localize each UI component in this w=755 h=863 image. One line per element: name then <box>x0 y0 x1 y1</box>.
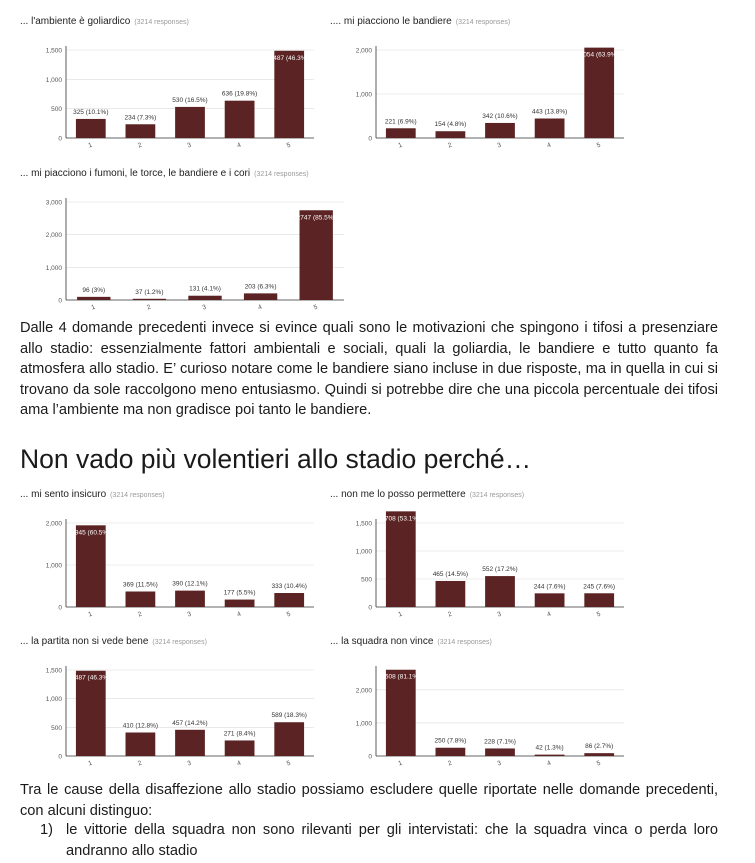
x-tick-label: 3 <box>201 303 208 312</box>
y-tick-label: 2,000 <box>355 47 372 55</box>
bar <box>175 591 205 607</box>
x-tick-label: 1 <box>87 759 94 768</box>
bar <box>300 210 333 300</box>
y-tick-label: 0 <box>368 135 372 143</box>
data-label: 221 (6.9%) <box>384 118 417 126</box>
paragraph-disaffezione: Tra le cause della disaffezione allo stadio possiamo escludere quelle riportate nelle domande precedenti, con alcuni distinguo: <box>20 782 718 819</box>
bar <box>436 581 466 607</box>
y-tick-label: 1,500 <box>45 667 62 675</box>
data-label: 228 (7.1%) <box>484 738 516 746</box>
x-tick-label: 1 <box>90 303 97 312</box>
x-tick-label: 2 <box>446 759 453 768</box>
x-tick-label: 2 <box>136 610 143 619</box>
y-tick-label: 1,500 <box>355 520 372 528</box>
x-tick-label: 2 <box>446 610 453 619</box>
chart-title: ... mi piacciono i fumoni, le torce, le bandiere e i cori <box>20 168 251 179</box>
bar <box>126 124 156 138</box>
data-label: 530 (16.5%) <box>172 96 208 104</box>
chart-responses: (3214 responses) <box>469 492 525 499</box>
bar-chart <box>20 511 320 621</box>
y-tick-label: 0 <box>368 604 372 612</box>
chart-insicuro <box>20 489 320 621</box>
bar-chart <box>20 658 320 770</box>
bar <box>485 576 515 607</box>
y-tick-label: 0 <box>58 135 62 143</box>
data-label: 96 (3%) <box>82 286 106 294</box>
x-tick-label: 3 <box>496 759 503 768</box>
chart-responses: (3214 responses) <box>437 639 492 646</box>
y-tick-label: 2,000 <box>45 520 62 528</box>
y-tick-label: 1,000 <box>355 548 372 556</box>
x-tick-label: 4 <box>546 610 552 619</box>
data-label: 333 (10.4%) <box>271 583 307 591</box>
bar <box>175 730 205 756</box>
data-label: 1487 (46.3%) <box>71 674 111 682</box>
x-tick-label: 2 <box>446 141 453 150</box>
x-tick-label: 1 <box>87 141 94 150</box>
bar-chart <box>330 511 630 621</box>
bar <box>584 593 614 607</box>
y-tick-label: 1,500 <box>45 47 62 55</box>
chart-responses: (3214 responses) <box>110 492 165 499</box>
chart-title: ... mi sento insicuro <box>20 489 107 500</box>
bar <box>274 722 304 756</box>
y-tick-label: 0 <box>58 604 62 612</box>
chart-responses: (3214 responses) <box>134 19 189 26</box>
bar <box>225 600 255 607</box>
data-label: 443 (13.8%) <box>531 108 568 116</box>
bar <box>77 297 110 300</box>
bar <box>225 101 255 138</box>
x-tick-label: 4 <box>257 303 263 312</box>
data-label: 245 (7.6%) <box>583 583 616 591</box>
section-heading: Non vado più volentieri allo stadio perché… <box>20 444 532 474</box>
data-label: 2608 (81.1%) <box>381 673 421 681</box>
bar-chart <box>20 190 350 314</box>
y-tick-label: 0 <box>58 753 62 761</box>
chart-bandiere <box>330 16 630 152</box>
data-label: 2054 (63.9%) <box>579 51 619 59</box>
x-tick-label: 5 <box>285 141 292 150</box>
bar <box>126 592 156 607</box>
bar <box>485 748 515 756</box>
bar-chart <box>330 38 630 152</box>
bar <box>436 131 466 138</box>
bar-chart <box>330 658 630 770</box>
x-tick-label: 5 <box>285 610 292 619</box>
x-tick-label: 5 <box>595 610 602 619</box>
y-tick-label: 500 <box>361 576 372 584</box>
data-label: 244 (7.6%) <box>533 583 566 591</box>
bar <box>76 525 106 607</box>
chart-ambiente-goliardico <box>20 16 320 152</box>
x-tick-label: 4 <box>236 759 242 768</box>
data-label: 369 (11.5%) <box>122 581 158 589</box>
x-tick-label: 4 <box>546 141 552 150</box>
x-tick-label: 1 <box>397 759 404 768</box>
chart-responses: (3214 responses) <box>152 639 207 646</box>
x-tick-label: 4 <box>236 610 242 619</box>
x-tick-label: 4 <box>546 759 552 768</box>
x-tick-label: 2 <box>145 303 152 312</box>
data-label: 37 (1.2%) <box>135 288 164 296</box>
data-label: 325 (10.1%) <box>73 108 109 116</box>
x-tick-label: 1 <box>397 610 404 619</box>
bar <box>244 293 277 300</box>
chart-squadra-non-vince <box>330 636 630 770</box>
bar <box>274 51 304 138</box>
bar <box>386 511 416 607</box>
bar <box>126 732 156 756</box>
x-tick-label: 3 <box>496 141 503 150</box>
x-tick-label: 2 <box>136 759 143 768</box>
chart-title: ... la partita non si vede bene <box>20 636 149 647</box>
bar <box>535 755 565 756</box>
x-tick-label: 3 <box>186 141 193 150</box>
bar <box>584 753 614 756</box>
data-label: 1708 (53.1%) <box>381 515 421 523</box>
x-tick-label: 4 <box>236 141 242 150</box>
data-label: 250 (7.8%) <box>434 737 467 745</box>
chart-responses: (3214 responses) <box>455 19 511 26</box>
chart-responses: (3214 responses) <box>254 171 309 178</box>
bar <box>386 128 416 138</box>
y-tick-label: 3,000 <box>45 199 62 207</box>
chart-title: .... mi piacciono le bandiere <box>330 16 452 27</box>
list-item <box>20 820 718 861</box>
chart-title: ... la squadra non vince <box>330 636 434 647</box>
data-label: 234 (7.3%) <box>124 114 157 122</box>
data-label: 457 (14.2%) <box>172 719 208 727</box>
bar <box>175 107 205 138</box>
data-label: 552 (17.2%) <box>482 566 518 574</box>
x-tick-label: 3 <box>186 759 193 768</box>
y-tick-label: 0 <box>368 753 372 761</box>
bar <box>584 48 614 138</box>
bar <box>188 296 221 300</box>
x-tick-label: 5 <box>285 759 292 768</box>
data-label: 177 (5.5%) <box>223 589 256 597</box>
chart-permettere <box>330 489 630 621</box>
x-tick-label: 5 <box>595 759 602 768</box>
x-tick-label: 5 <box>312 303 319 312</box>
data-label: 203 (6.3%) <box>244 283 277 291</box>
chart-fumoni-torce <box>20 168 350 314</box>
data-label: 342 (10.6%) <box>482 112 518 120</box>
data-label: 589 (18.3%) <box>271 712 307 720</box>
data-label: 271 (8.4%) <box>223 730 256 738</box>
x-tick-label: 1 <box>87 610 94 619</box>
data-label: 465 (14.5%) <box>432 570 469 578</box>
data-label: 1945 (60.5%) <box>71 529 111 537</box>
x-tick-label: 3 <box>186 610 193 619</box>
y-tick-label: 500 <box>51 724 62 732</box>
data-label: 131 (4.1%) <box>189 285 221 293</box>
y-tick-label: 1,000 <box>355 720 372 728</box>
bar <box>274 593 304 607</box>
y-tick-label: 1,000 <box>45 696 62 704</box>
data-label: 1487 (46.3%) <box>269 54 309 62</box>
y-tick-label: 1,000 <box>45 264 62 272</box>
bar <box>225 740 255 756</box>
bar <box>436 748 466 756</box>
list-text: le vittorie della squadra non sono rilevanti per gli intervistati: che la squadra vinca o perda loro andranno allo stadio <box>66 822 718 859</box>
y-tick-label: 0 <box>58 297 62 305</box>
data-label: 42 (1.3%) <box>535 744 564 752</box>
bar <box>485 123 515 138</box>
y-tick-label: 2,000 <box>355 687 372 695</box>
bar <box>76 671 106 756</box>
y-tick-label: 2,000 <box>45 232 62 240</box>
paragraph-motivazioni: Dalle 4 domande precedenti invece si evince quali sono le motivazioni che spingono i tifosi a presenziare allo stadio: essenzialmente fattori ambientali e sociali, quali la goliardia, le bandiere e tutto quanto fa atmosfera allo stadio. E’ curioso notare come le bandiere siano incluse in due risposte, ma in quella in cui si trovano da sole raccolgono meno entusiasmo. Quindi si potrebbe dire che una piccola percentuale dei tifosi ama l’ambiente ma non gradisce poi tanto le bandiere. <box>20 320 718 418</box>
bar <box>76 119 106 138</box>
bar <box>133 299 166 300</box>
x-tick-label: 3 <box>496 610 503 619</box>
x-tick-label: 1 <box>397 141 404 150</box>
x-tick-label: 5 <box>595 141 602 150</box>
bar <box>535 593 565 607</box>
data-label: 86 (2.7%) <box>585 743 614 751</box>
chart-title: ... non me lo posso permettere <box>330 489 466 500</box>
reasons-list <box>20 820 718 861</box>
bar <box>535 119 565 138</box>
chart-partita <box>20 636 320 770</box>
y-tick-label: 1,000 <box>355 91 372 99</box>
y-tick-label: 1,000 <box>45 562 62 570</box>
x-tick-label: 2 <box>136 141 143 150</box>
bar <box>386 670 416 756</box>
y-tick-label: 1,000 <box>45 76 62 84</box>
chart-title: ... l'ambiente è goliardico <box>20 16 131 27</box>
data-label: 390 (12.1%) <box>172 580 208 588</box>
list-number: 1) <box>40 822 53 838</box>
bar-chart <box>20 38 320 152</box>
data-label: 636 (19.8%) <box>221 90 258 98</box>
data-label: 2747 (85.5%) <box>296 214 336 222</box>
data-label: 154 (4.8%) <box>434 121 467 129</box>
data-label: 410 (12.8%) <box>122 722 159 730</box>
y-tick-label: 500 <box>51 106 62 114</box>
